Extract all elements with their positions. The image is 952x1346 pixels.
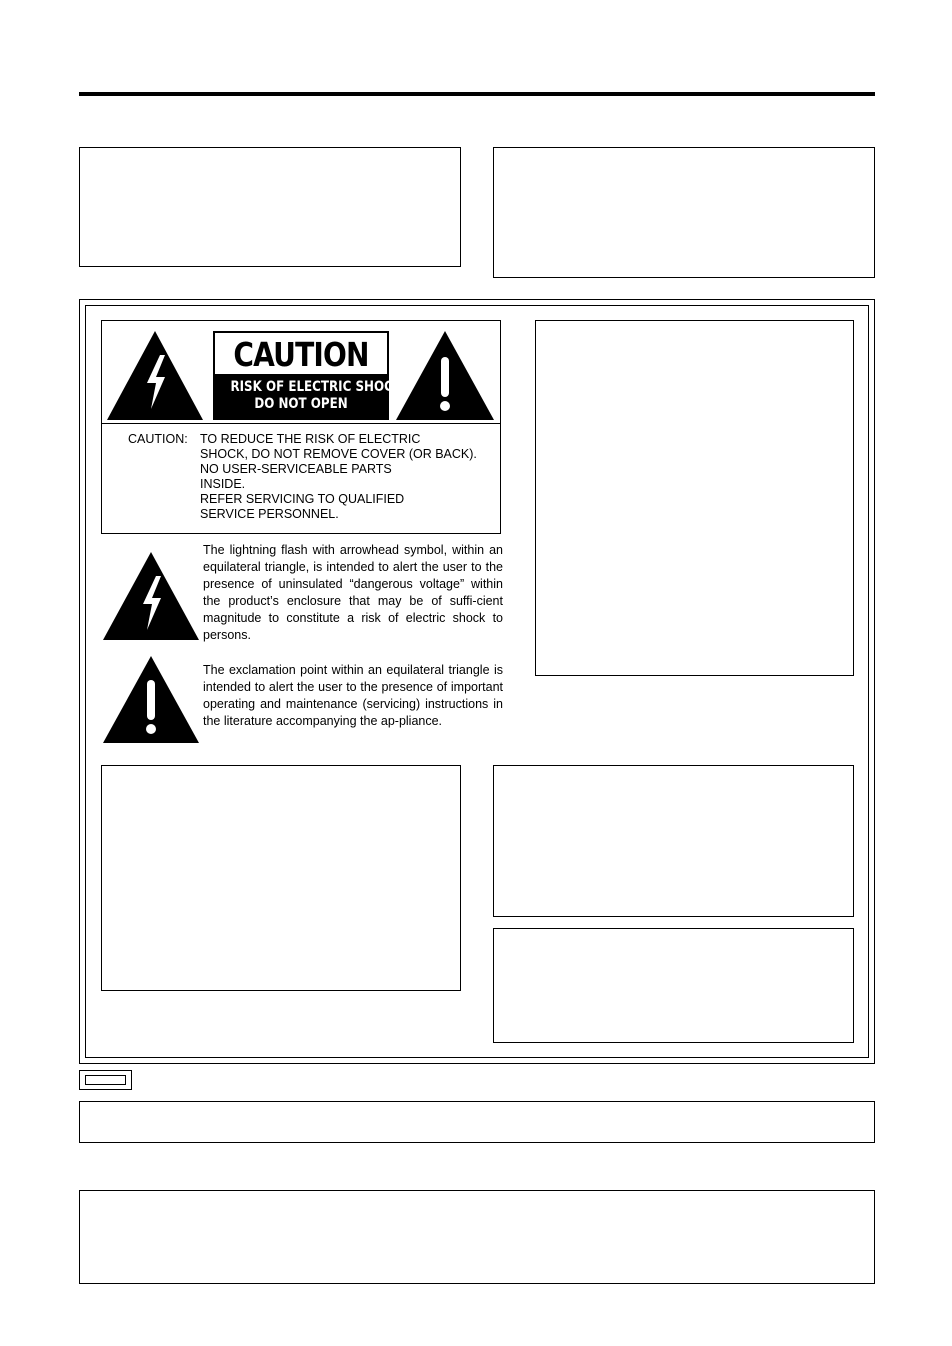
label-marker-inner [85, 1075, 126, 1085]
notice-box-top-right [493, 147, 875, 278]
caution-title: CAUTION [233, 335, 369, 374]
notice-box-bottom-left [101, 765, 461, 991]
caution-banner [215, 374, 403, 418]
caution-line: TO REDUCE THE RISK OF ELECTRIC [200, 432, 421, 446]
lightning-symbol-explanation: The lightning flash with arrowhead symbol, within an equilateral triangle, is intended to alert the user to the presence of uninsulated “dangerous voltage” within the product’s enclosure that may be of suffi-cient magnitude to constitute a risk of electric shock to persons. [203, 543, 503, 642]
caution-banner-line2: DO NOT OPEN [254, 396, 348, 412]
notice-box-wide-1 [79, 1101, 875, 1143]
notice-box-bottom-right-upper [493, 765, 854, 917]
notice-box-wide-2 [79, 1190, 875, 1284]
lightning-triangle-icon [103, 552, 199, 640]
caution-line: SHOCK, DO NOT REMOVE COVER (OR BACK). [200, 447, 477, 461]
caution-instructions [200, 432, 477, 522]
header-rule [79, 92, 875, 96]
caution-banner-line1: RISK OF ELECTRIC SHOCK [230, 379, 403, 395]
caution-prefix: CAUTION: [128, 432, 188, 446]
caution-label-divider [101, 423, 501, 424]
exclamation-symbol-explanation: The exclamation point within an equilateral triangle is intended to alert the user to the presence of important operating and maintenance (servicing) instructions in the literature accompanying the ap-pliance. [203, 663, 503, 728]
caution-line: INSIDE. [200, 477, 246, 491]
caution-line: NO USER-SERVICEABLE PARTS [200, 462, 392, 476]
exclamation-triangle-icon [396, 331, 494, 420]
caution-line: REFER SERVICING TO QUALIFIED [200, 492, 405, 506]
lightning-triangle-icon [107, 331, 203, 420]
caution-line: SERVICE PERSONNEL. [200, 507, 339, 521]
notice-box-top-left [79, 147, 461, 267]
notice-box-right-tall [535, 320, 854, 676]
exclamation-triangle-icon [103, 656, 199, 743]
caution-badge [213, 331, 403, 420]
notice-box-bottom-right-lower [493, 928, 854, 1043]
